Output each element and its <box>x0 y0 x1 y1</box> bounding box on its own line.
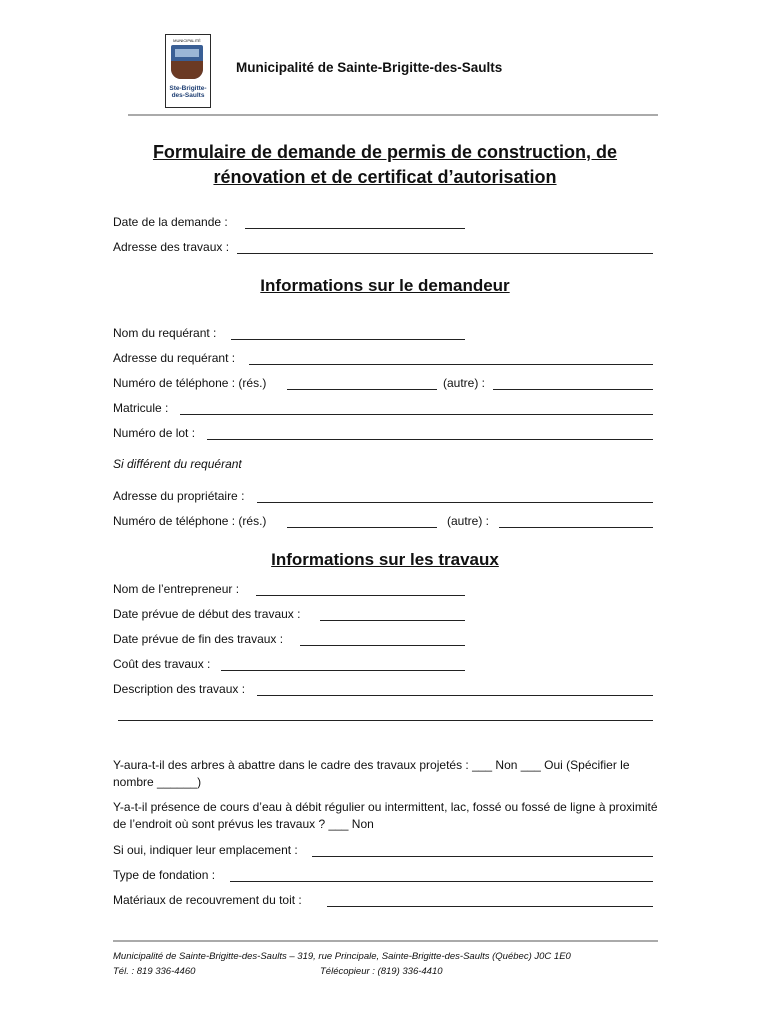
cost-label: Coût des travaux : <box>113 657 211 671</box>
applicant-name-field[interactable] <box>231 339 465 340</box>
applicant-phone-label: Numéro de téléphone : (rés.) <box>113 376 267 390</box>
applicant-name-label: Nom du requérant : <box>113 326 217 340</box>
document-title <box>110 140 660 190</box>
applicant-address-label: Adresse du requérant : <box>113 351 236 365</box>
applicant-address-field[interactable] <box>249 364 653 365</box>
owner-address-field[interactable] <box>257 502 653 503</box>
end-date-field[interactable] <box>300 645 465 646</box>
header-municipality: Municipalité de Sainte-Brigitte-des-Saults <box>236 60 503 75</box>
matricule-label: Matricule : <box>113 401 169 415</box>
cost-field[interactable] <box>221 670 465 671</box>
owner-phone-field[interactable] <box>287 527 437 528</box>
applicant-other-phone-label: (autre) : <box>443 376 486 390</box>
municipality-logo <box>165 34 211 108</box>
section-applicant-title: Informations sur le demandeur <box>260 276 510 295</box>
title-line-1: Formulaire de demande de permis de construction, de <box>152 142 618 162</box>
applicant-other-phone-field[interactable] <box>493 389 653 390</box>
footer-divider <box>113 940 658 942</box>
lot-field[interactable] <box>207 439 653 440</box>
location-field[interactable] <box>312 856 653 857</box>
location-label: Si oui, indiquer leur emplacement : <box>113 843 298 857</box>
header-divider <box>128 114 658 116</box>
roof-field[interactable] <box>327 906 653 907</box>
lot-label: Numéro de lot : <box>113 426 196 440</box>
work-address-label: Adresse des travaux : <box>113 240 230 254</box>
work-address-field[interactable] <box>237 253 653 254</box>
applicant-phone-field[interactable] <box>287 389 437 390</box>
foundation-label: Type de fondation : <box>113 868 216 882</box>
contractor-label: Nom de l’entrepreneur : <box>113 582 240 596</box>
foundation-field[interactable] <box>230 881 653 882</box>
matricule-field[interactable] <box>180 414 653 415</box>
footer-fax: Télécopieur : (819) 336-4410 <box>320 966 443 977</box>
description-field-line-2[interactable] <box>118 720 653 721</box>
start-date-label: Date prévue de début des travaux : <box>113 607 301 621</box>
description-field[interactable] <box>257 695 653 696</box>
footer-tel: Tél. : 819 336-4460 <box>113 966 196 977</box>
contractor-field[interactable] <box>256 595 465 596</box>
owner-other-phone-label: (autre) : <box>447 514 490 528</box>
date-label: Date de la demande : <box>113 215 228 229</box>
end-date-label: Date prévue de fin des travaux : <box>113 632 284 646</box>
logo-crest-icon <box>171 45 203 79</box>
water-question: Y-a-t-il présence de cours d’eau à débit régulier ou intermittent, lac, fossé ou fossé de ligne à proximité de l’endroit où sont prévus les travaux ? ___ Non <box>113 800 658 831</box>
footer-address: Municipalité de Sainte-Brigitte-des-Saults – 319, rue Principale, Sainte-Brigitte-des-Saults (Québec) J0C 1E0 <box>113 951 571 962</box>
owner-address-label: Adresse du propriétaire : <box>113 489 245 503</box>
owner-other-phone-field[interactable] <box>499 527 653 528</box>
title-line-2: rénovation et de certificat d’autorisation <box>213 167 557 187</box>
section-works-title: Informations sur les travaux <box>271 550 499 569</box>
if-different-note: Si différent du requérant <box>113 457 242 471</box>
logo-name: Ste-Brigitte-des-Saults <box>169 85 207 99</box>
date-field[interactable] <box>245 228 465 229</box>
description-label: Description des travaux : <box>113 682 246 696</box>
roof-label: Matériaux de recouvrement du toit : <box>113 893 302 907</box>
owner-phone-label: Numéro de téléphone : (rés.) <box>113 514 267 528</box>
start-date-field[interactable] <box>320 620 465 621</box>
logo-top-text: MUNICIPALITÉ <box>173 38 201 43</box>
trees-question: Y-aura-t-il des arbres à abattre dans le cadre des travaux projetés : ___ Non ___ Oui (Spécifier le nombre ______) <box>113 758 630 789</box>
